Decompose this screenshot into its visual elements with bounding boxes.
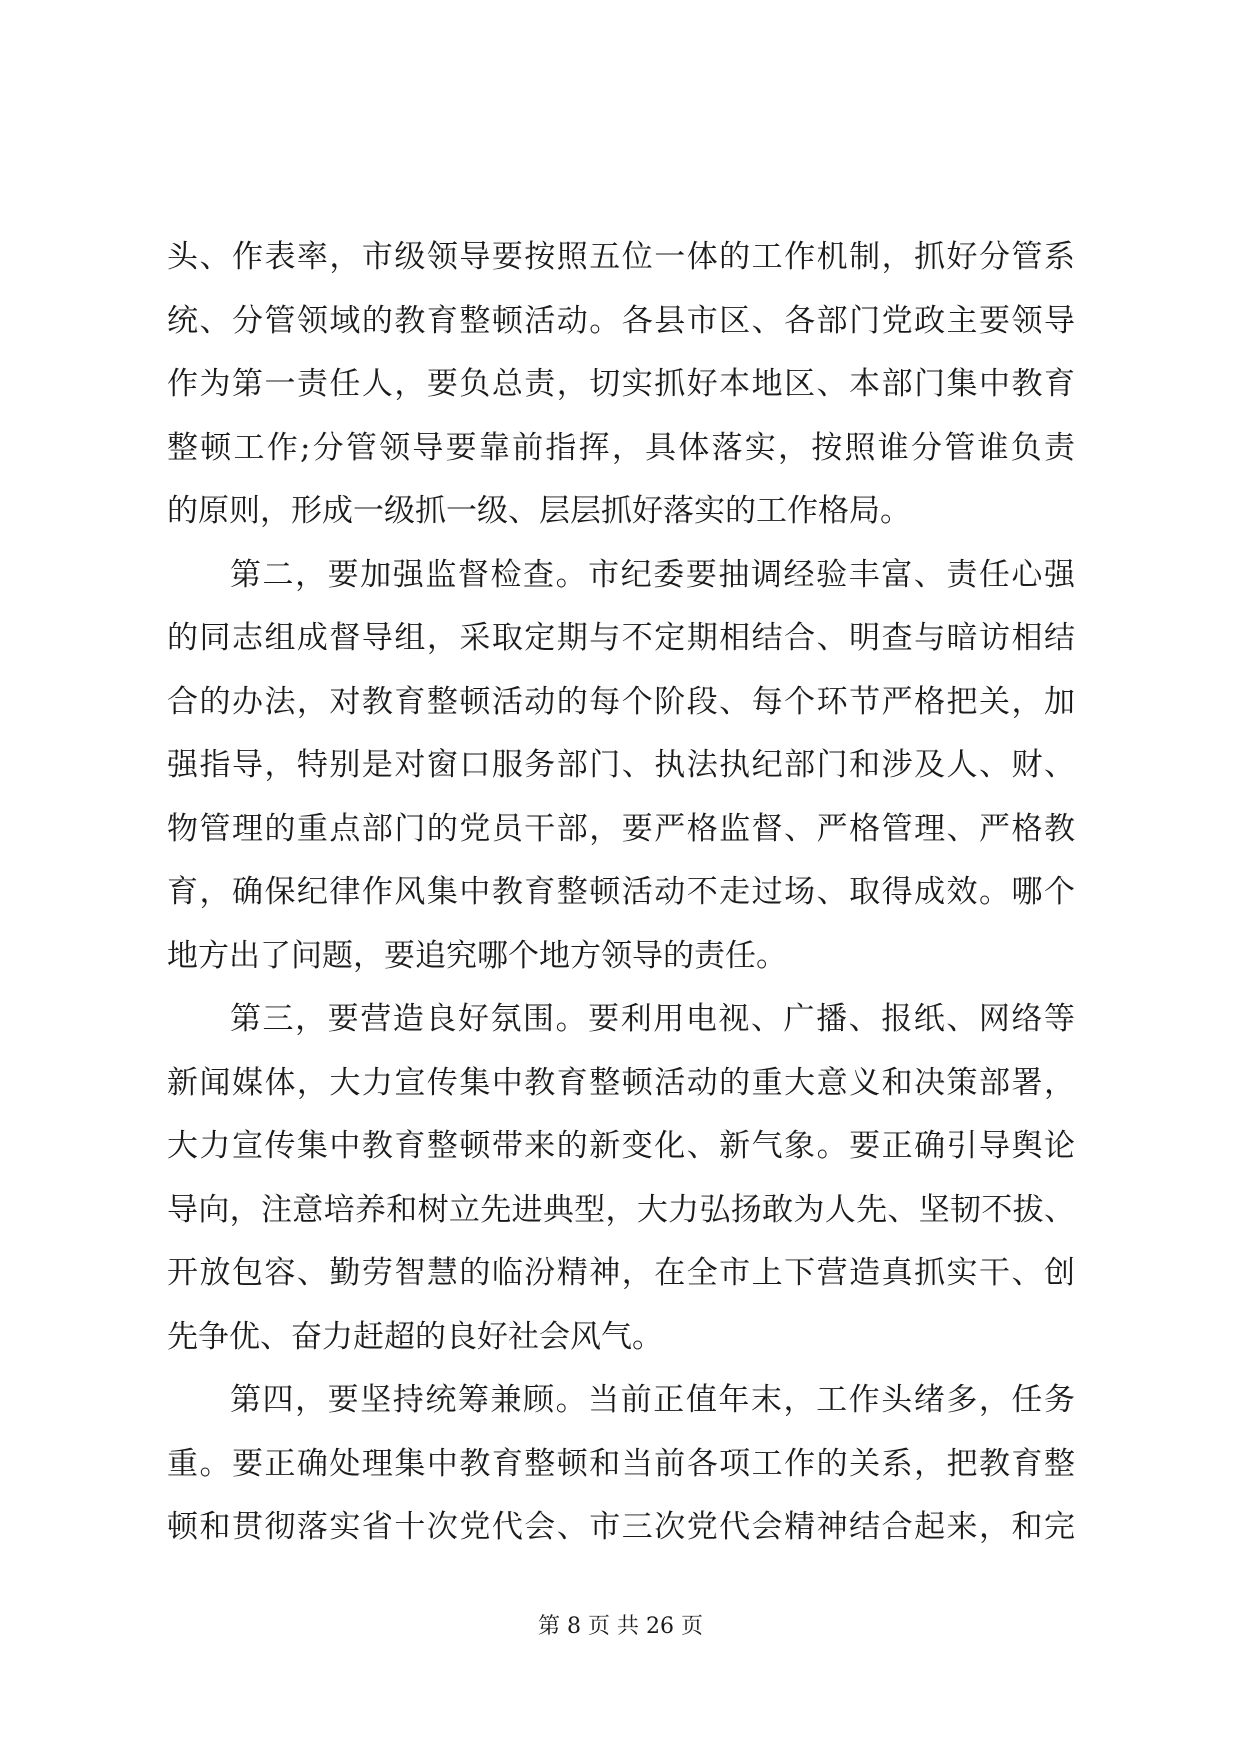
text-line: 头、作表率，市级领导要按照五位一体的工作机制，抓好分管系 [167, 239, 1075, 275]
text-line: 顿和贯彻落实省十次党代会、市三次党代会精神结合起来，和完 [167, 1509, 1075, 1545]
text-line: 物管理的重点部门的党员干部，要严格监督、严格管理、严格教 [167, 810, 1075, 847]
body-text [167, 226, 1075, 1560]
text-line: 强指导，特别是对窗口服务部门、执法执纪部门和涉及人、财、 [167, 747, 1075, 783]
text-line: 地方出了问题，要追究哪个地方领导的责任。 [167, 937, 787, 974]
text-line: 的原则，形成一级抓一级、层层抓好落实的工作格局。 [167, 493, 911, 529]
page-footer: 第 8 页 共 26 页 [538, 1614, 703, 1639]
text-line: 先争优、奋力赶超的良好社会风气。 [167, 1318, 663, 1355]
text-line: 统、分管领域的教育整顿活动。各县市区、各部门党政主要领导 [167, 302, 1075, 339]
text-line: 新闻媒体，大力宣传集中教育整顿活动的重大意义和决策部署， [167, 1064, 1075, 1101]
text-line: 整顿工作;分管领导要靠前指挥，具体落实，按照谁分管谁负责 [167, 429, 1075, 466]
text-line: 作为第一责任人，要负总责，切实抓好本地区、本部门集中教育 [167, 366, 1075, 402]
text-line: 重。要正确处理集中教育整顿和当前各项工作的关系，把教育整 [167, 1445, 1075, 1482]
text-line: 育，确保纪律作风集中教育整顿活动不走过场、取得成效。哪个 [167, 874, 1075, 910]
text-line: 的同志组成督导组，采取定期与不定期相结合、明查与暗访相结 [167, 620, 1075, 656]
text-line: 导向，注意培养和树立先进典型，大力弘扬敢为人先、坚韧不拔、 [167, 1191, 1075, 1228]
text-line: 第二，要加强监督检查。市纪委要抽调经验丰富、责任心强 [230, 556, 1075, 593]
text-line: 大力宣传集中教育整顿带来的新变化、新气象。要正确引导舆论 [167, 1128, 1075, 1164]
text-line: 第四，要坚持统筹兼顾。当前正值年末，工作头绪多，任务 [230, 1382, 1075, 1418]
text-line: 合的办法，对教育整顿活动的每个阶段、每个环节严格把关，加 [167, 683, 1075, 720]
text-line: 第三，要营造良好氛围。要利用电视、广播、报纸、网络等 [230, 1001, 1075, 1037]
text-line: 开放包容、勤劳智慧的临汾精神，在全市上下营造真抓实干、创 [167, 1255, 1075, 1291]
